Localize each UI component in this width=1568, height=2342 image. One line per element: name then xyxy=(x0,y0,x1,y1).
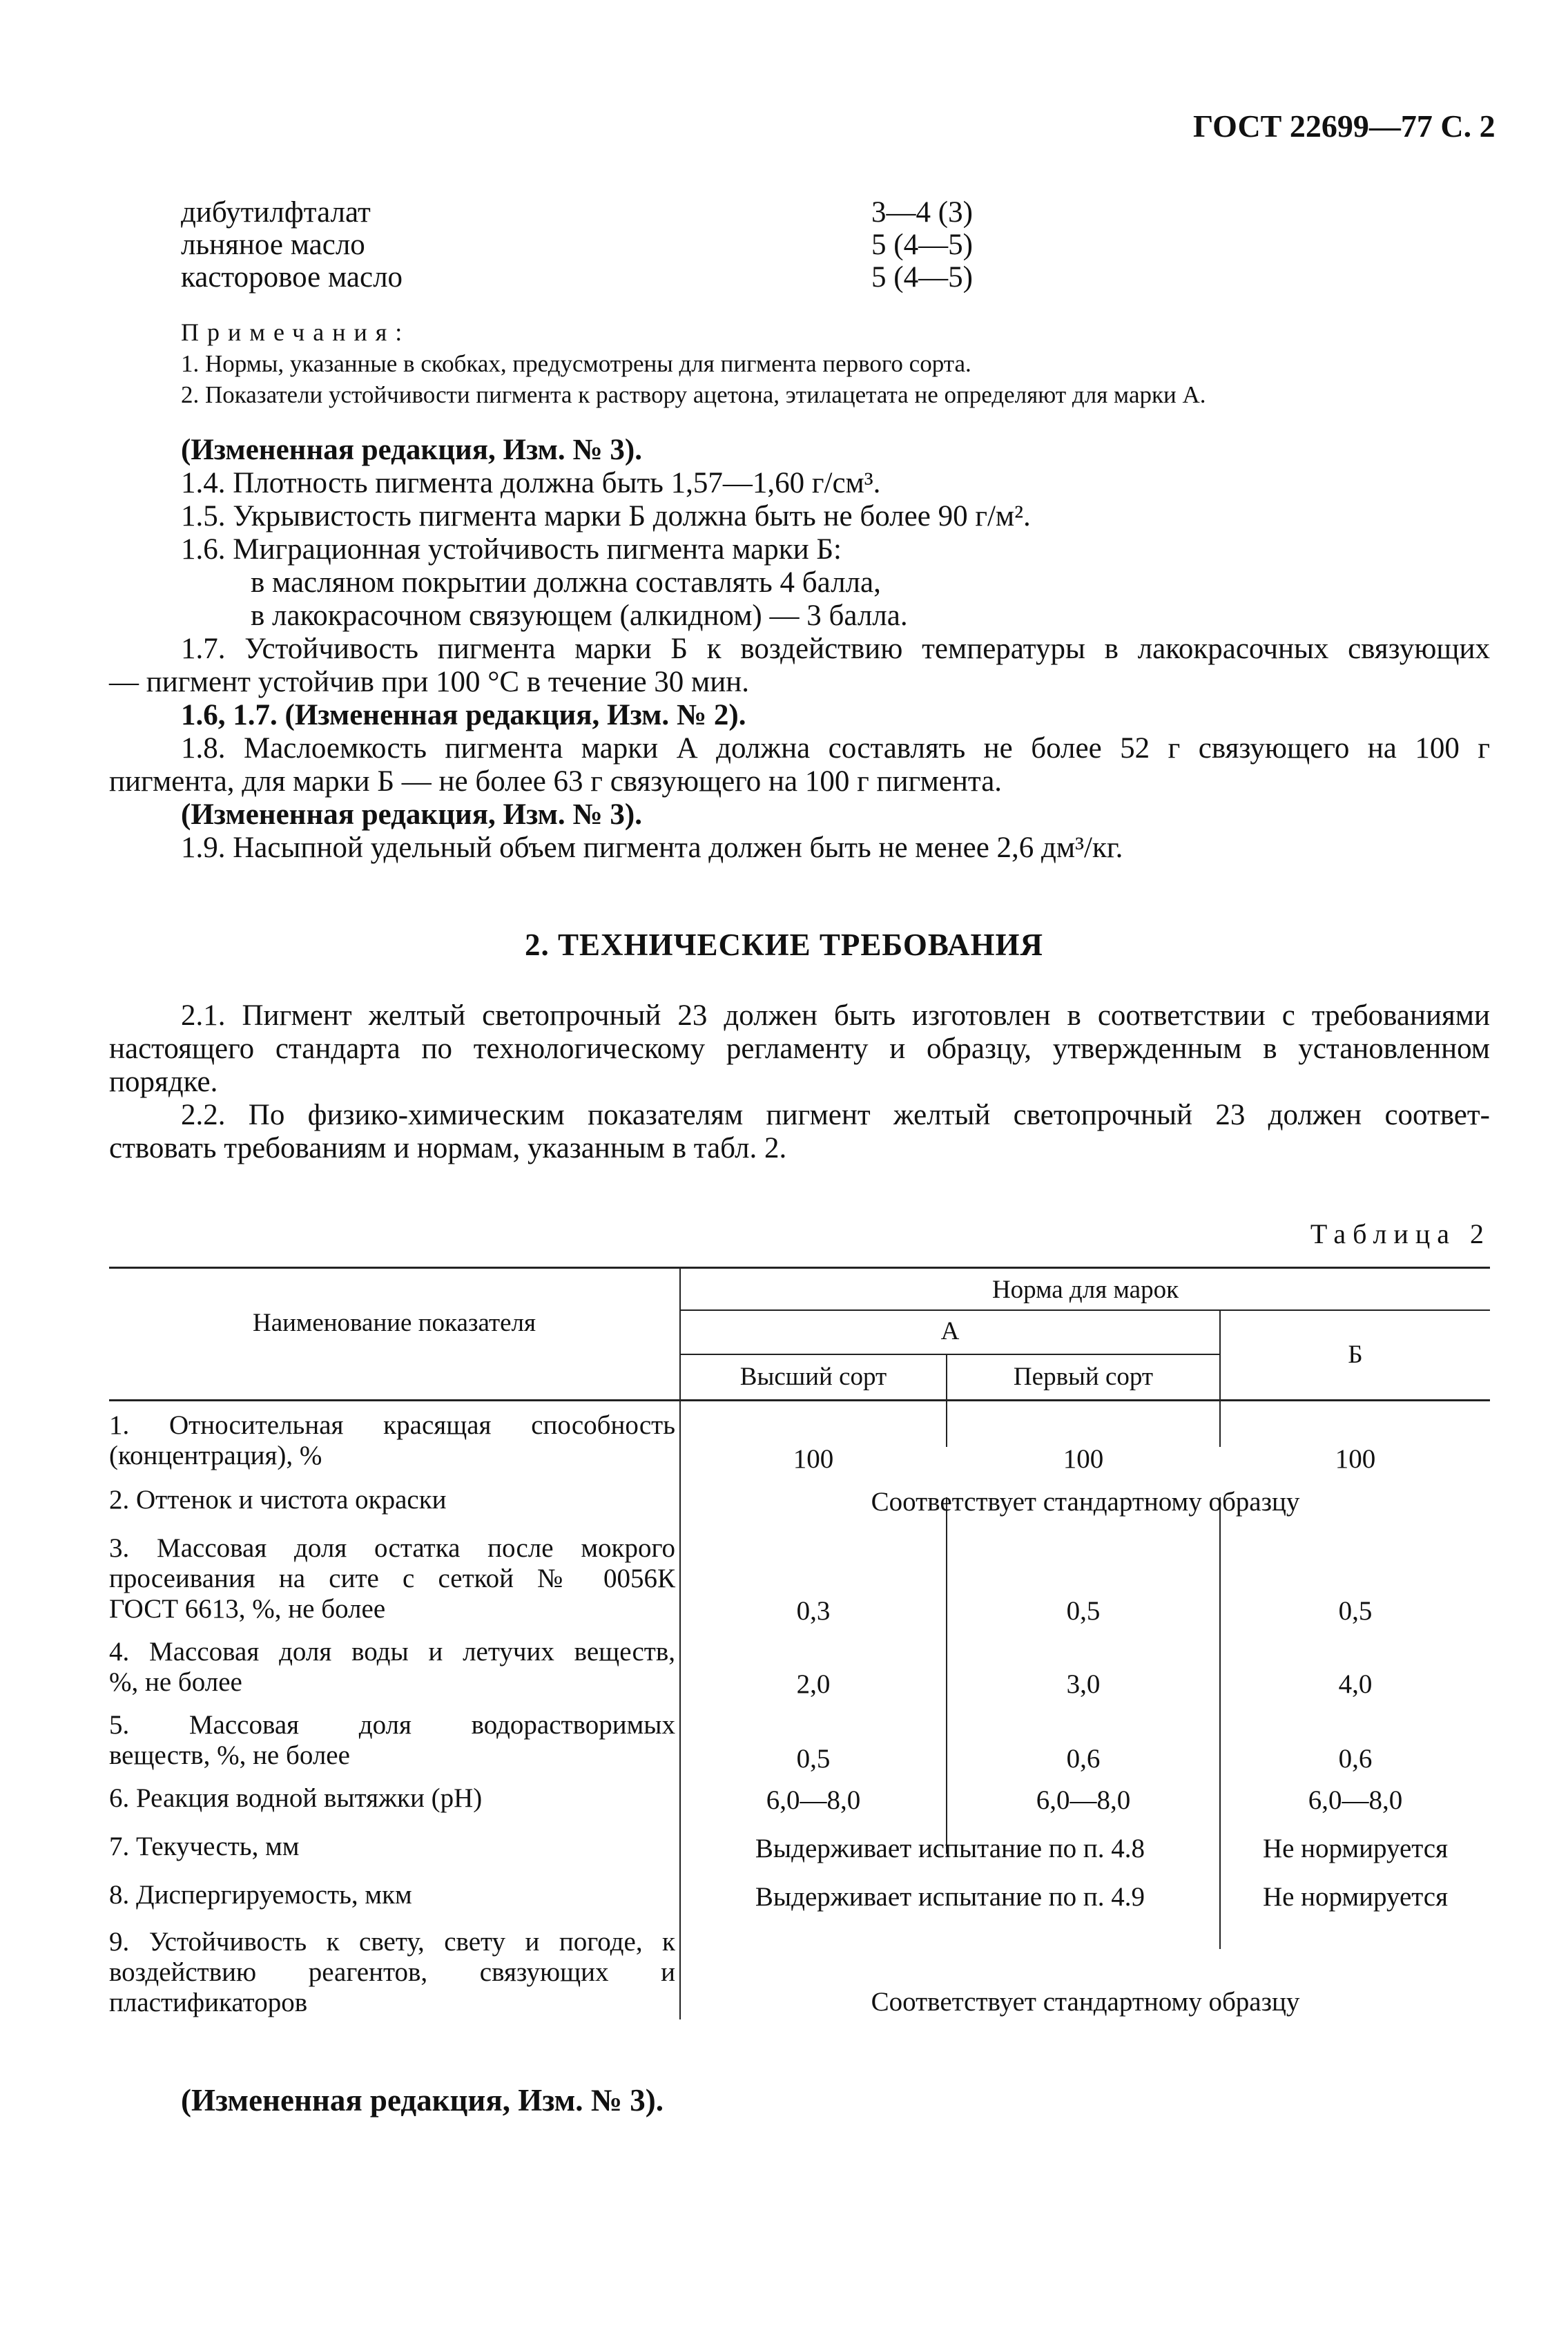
table-rule xyxy=(679,1309,1490,1311)
table-rule-vertical xyxy=(1219,1401,1221,1447)
table-cell: 0,6 xyxy=(1338,1744,1373,1774)
table-row-label: 5. Массовая доля водорастворимых веществ, %, не более xyxy=(109,1710,675,1770)
table-cell: 6,0—8,0 xyxy=(1036,1785,1131,1815)
list-item-name: дибутилфталат xyxy=(181,196,371,229)
list-item-value: 5 (4—5) xyxy=(871,229,973,261)
revision-note-footer: (Измененная редакция, Изм. № 3). xyxy=(181,2083,664,2118)
table-header-param: Наименование показателя xyxy=(252,1309,536,1337)
table-cell: 6,0—8,0 xyxy=(1308,1785,1403,1815)
table-row-label: 4. Массовая доля воды и летучих веществ, %, не более xyxy=(109,1637,675,1697)
table-row-label: 8. Диспергируемость, мкм xyxy=(109,1880,412,1910)
table-cell: 100 xyxy=(793,1444,834,1474)
norms-table xyxy=(109,1267,1490,2019)
table-cell: Не нормируется xyxy=(1262,1834,1449,1863)
revision-note: (Измененная редакция, Изм. № 3). xyxy=(181,798,642,831)
page-header: ГОСТ 22699—77 С. 2 xyxy=(1193,108,1496,144)
table-cell: 0,5 xyxy=(1338,1596,1373,1626)
revision-note: (Измененная редакция, Изм. № 3). xyxy=(181,434,642,466)
paragraph-2-2: 2.2. По физико-химическим показателям пигмент желтый светопрочный 23 должен соответ- xyxy=(181,1099,1490,1131)
table-cell: 0,5 xyxy=(796,1744,831,1774)
table-rule-vertical xyxy=(946,1401,947,1447)
note-item: 2. Показатели устойчивости пигмента к раствору ацетона, этилацетата не определяют для марки А. xyxy=(181,381,1206,408)
paragraph-1-9: 1.9. Насыпной удельный объем пигмента должен быть не менее 2,6 дм³/кг. xyxy=(181,832,1123,864)
paragraph-1-8-cont: пигмента, для марки Б — не более 63 г связующего на 100 г пигмента. xyxy=(109,765,1003,798)
table-cell: 100 xyxy=(1335,1444,1376,1474)
table-row-label: 6. Реакция водной вытяжки (рН) xyxy=(109,1783,483,1813)
table-header-norm: Норма для марок xyxy=(991,1276,1179,1304)
section-title: 2. ТЕХНИЧЕСКИЕ ТРЕБОВАНИЯ xyxy=(524,928,1044,962)
table-cell: 3,0 xyxy=(1066,1669,1101,1699)
list-item-value: 5 (4—5) xyxy=(871,261,973,294)
table-cell: 4,0 xyxy=(1338,1669,1373,1699)
table-row-label: 2. Оттенок и чистота окраски xyxy=(109,1485,447,1515)
list-item-name: касторовое масло xyxy=(181,261,403,294)
table-cell: 100 xyxy=(1063,1444,1104,1474)
table-rule-head xyxy=(109,1399,1490,1401)
paragraph-1-5: 1.5. Укрывистость пигмента марки Б должна быть не более 90 г/м². xyxy=(181,500,1031,532)
paragraph-1-8: 1.8. Маслоемкость пигмента марки А должна составлять не более 52 г связующего на 100 г xyxy=(181,732,1490,765)
table-rule-top xyxy=(109,1267,1490,1269)
table-header-first-grade: Первый сорт xyxy=(1013,1363,1154,1391)
table-cell: 2,0 xyxy=(796,1669,831,1699)
paragraph-1-4: 1.4. Плотность пигмента должна быть 1,57—1,60 г/см³. xyxy=(181,467,881,499)
revision-note: 1.6, 1.7. (Измененная редакция, Изм. № 2). xyxy=(181,699,746,731)
table-row-label: 1. Относительная красящая способность (концентрация), % xyxy=(109,1410,675,1470)
table-cell: 6,0—8,0 xyxy=(766,1785,861,1815)
paragraph-2-1-cont: настоящего стандарта по технологическому регламенту и образцу, утвержденным в установленном xyxy=(109,1033,1490,1065)
paragraph-1-7: 1.7. Устойчивость пигмента марки Б к воздействию температуры в лакокрасочных связующих xyxy=(181,633,1490,665)
table-cell-merged: Соответствует стандартному образцу xyxy=(871,1487,1300,1517)
table-header-grade-a: А xyxy=(940,1317,960,1345)
table-caption: Таблица 2 xyxy=(1310,1218,1491,1249)
table-cell: 0,6 xyxy=(1066,1744,1101,1774)
table-header-grade-b: Б xyxy=(1348,1341,1363,1369)
table-header-top-grade: Высший сорт xyxy=(739,1363,887,1391)
paragraph-2-1: 2.1. Пигмент желтый светопрочный 23 должен быть изготовлен в соответствии с требованиями xyxy=(181,999,1490,1032)
paragraph-1-6-line: в масляном покрытии должна составлять 4 балла, xyxy=(251,566,881,599)
list-item-name: льняное масло xyxy=(181,229,365,261)
table-cell-merged: Выдерживает испытание по п. 4.8 xyxy=(755,1834,1145,1863)
table-cell-merged: Выдерживает испытание по п. 4.9 xyxy=(755,1882,1145,1912)
note-item: 1. Нормы, указанные в скобках, предусмотрены для пигмента первого сорта. xyxy=(181,350,971,377)
table-row-label: 3. Массовая доля остатка после мокрого просеивания на сите с сеткой № 0056К ГОСТ 6613, %, не более xyxy=(109,1533,675,1624)
paragraph-1-6-line: в лакокрасочном связующем (алкидном) — 3 балла. xyxy=(251,599,908,632)
table-cell: 0,3 xyxy=(796,1596,831,1626)
table-cell: Не нормируется xyxy=(1262,1882,1449,1912)
table-rule xyxy=(679,1354,1219,1355)
list-item-value: 3—4 (3) xyxy=(871,196,973,229)
notes-heading: Примечания: xyxy=(181,318,411,346)
table-row-label: 9. Устойчивость к свету, свету и погоде, к воздействию реагентов, связующих и пластификаторов xyxy=(109,1927,675,2017)
paragraph-2-2-cont: ствовать требованиям и нормам, указанным в табл. 2. xyxy=(109,1132,787,1164)
table-cell-merged: Соответствует стандартному образцу xyxy=(871,1987,1300,2017)
table-row-label: 7. Текучесть, мм xyxy=(109,1832,300,1861)
paragraph-1-6: 1.6. Миграционная устойчивость пигмента марки Б: xyxy=(181,533,842,566)
table-cell: 0,5 xyxy=(1066,1596,1101,1626)
paragraph-2-1-cont: порядке. xyxy=(109,1066,218,1098)
paragraph-1-7-cont: — пигмент устойчив при 100 °С в течение 30 мин. xyxy=(109,666,750,698)
